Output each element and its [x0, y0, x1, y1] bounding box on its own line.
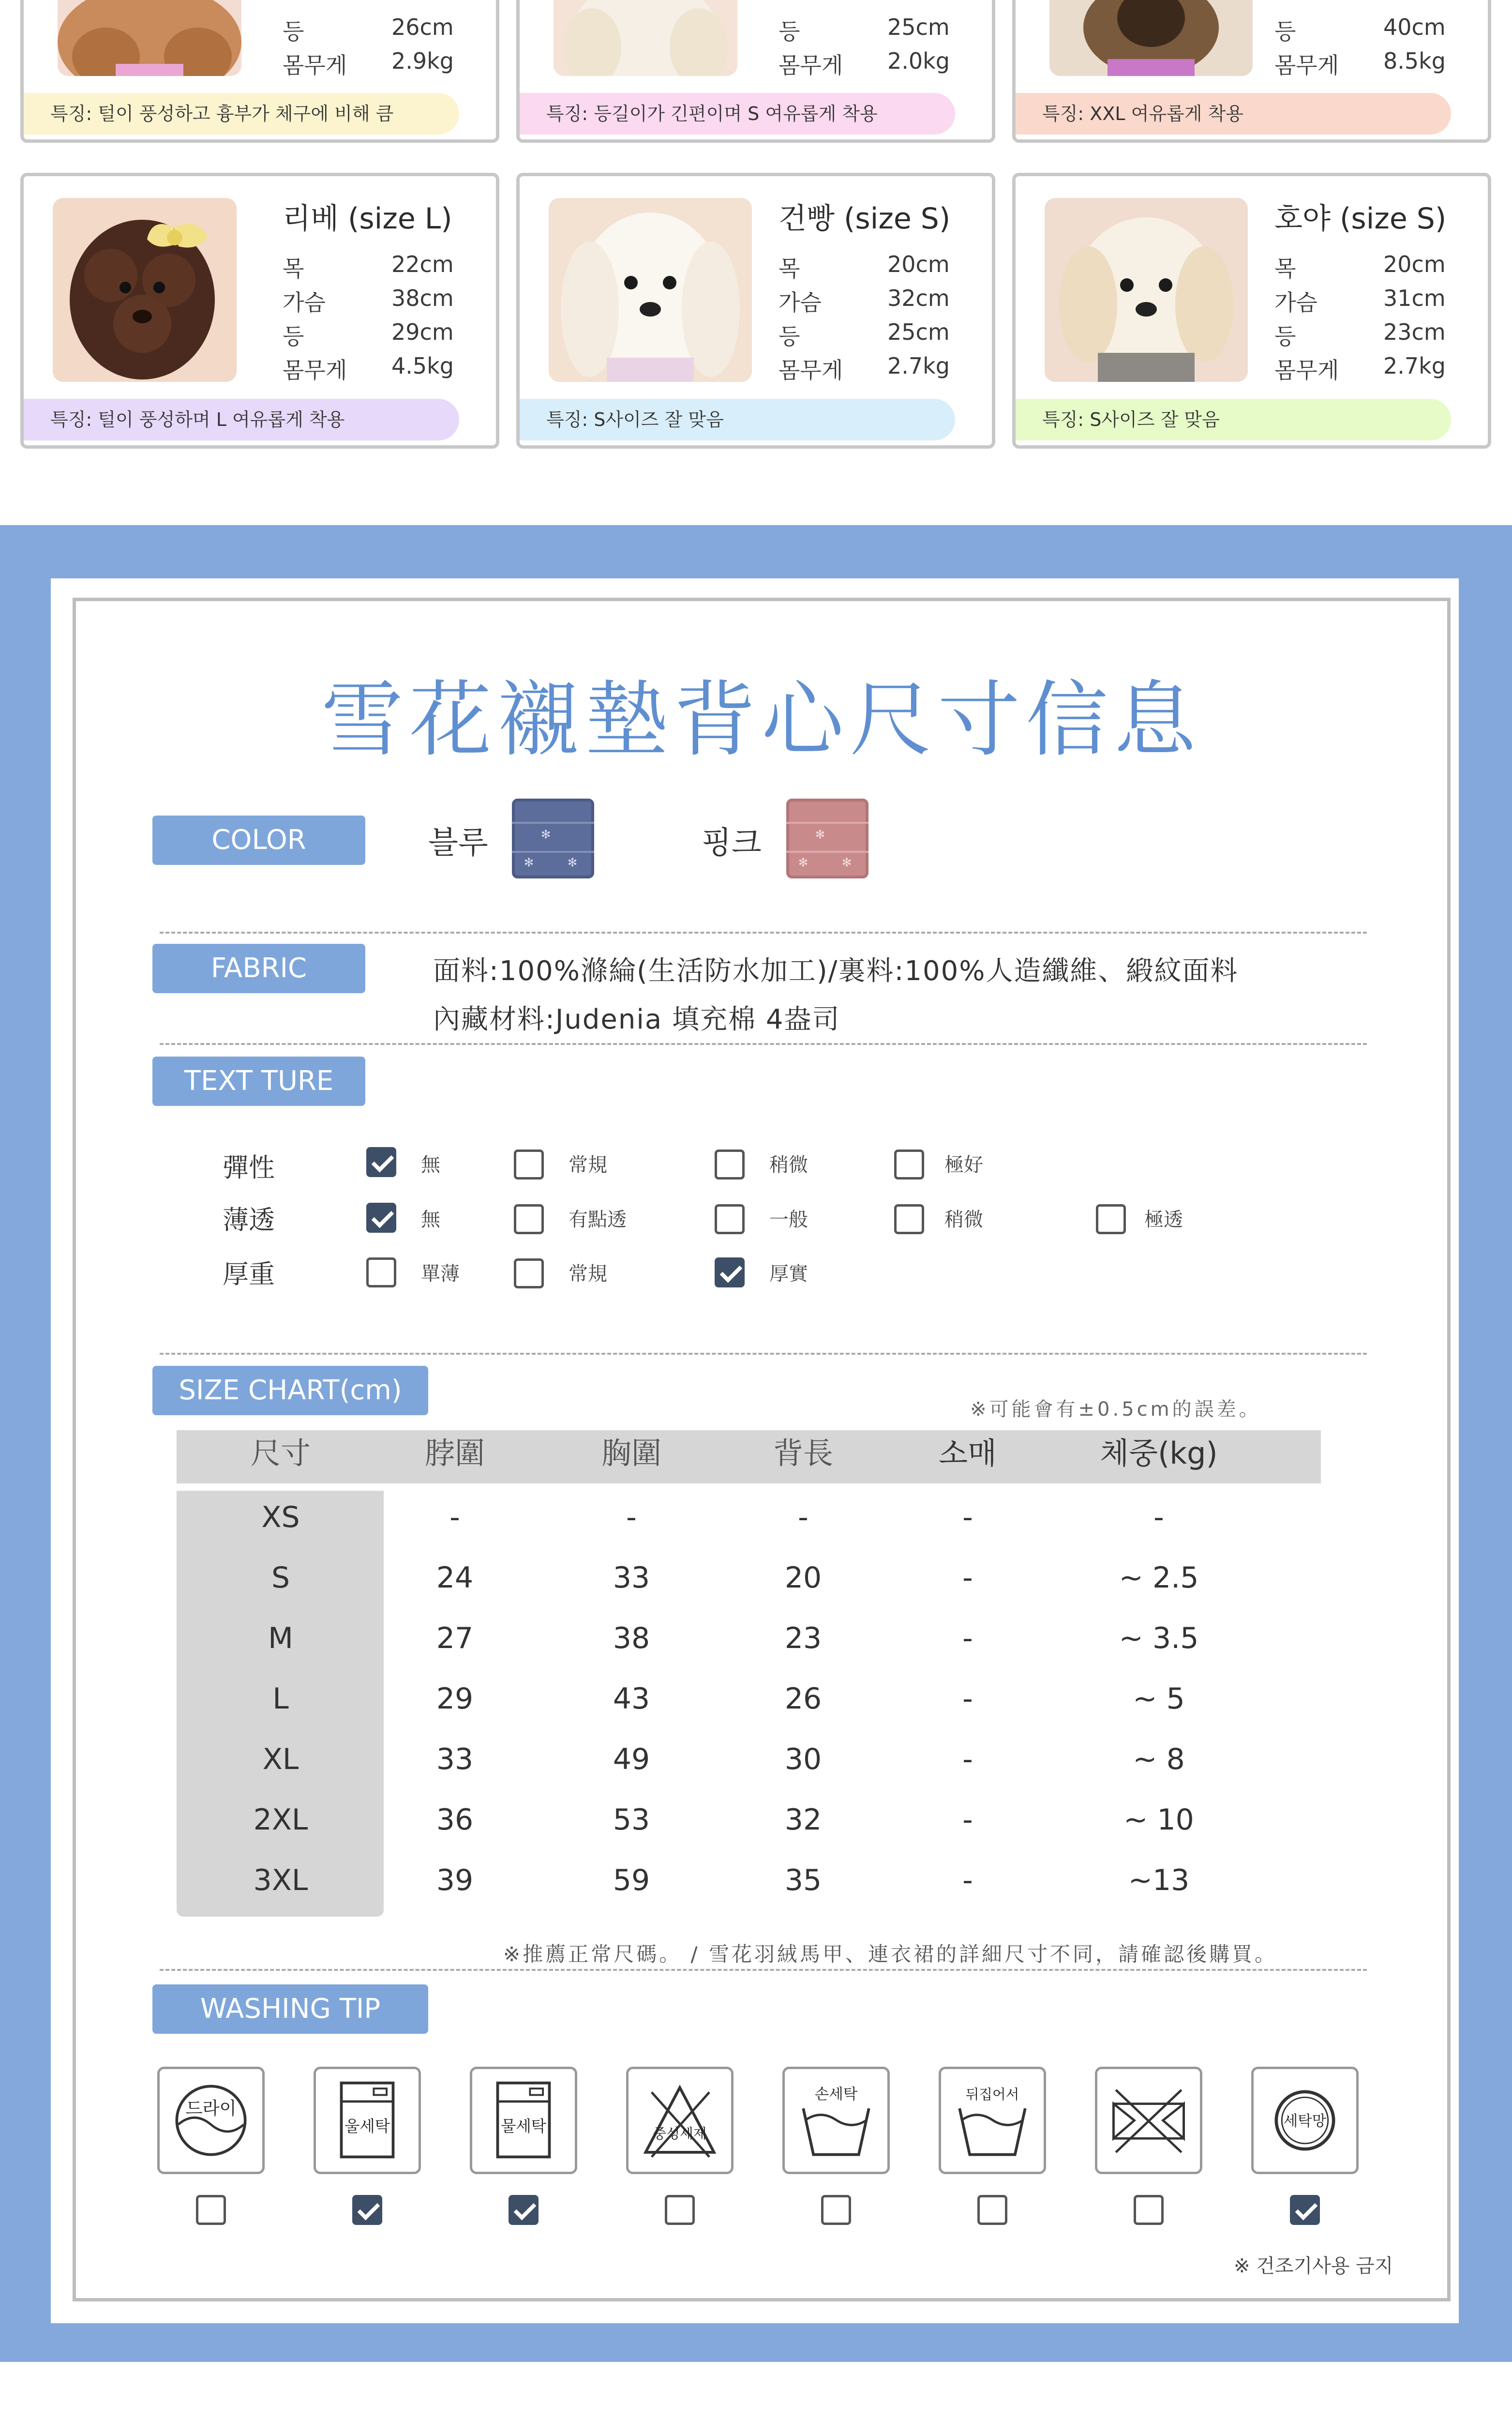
size-value-cell: ~13	[1128, 1863, 1190, 1897]
dog-photo	[58, 0, 241, 76]
feature-pill: 특징: S사이즈 잘 맞음	[1016, 399, 1451, 440]
divider	[160, 1969, 1367, 1971]
water-wash-icon	[470, 2067, 577, 2174]
measure-label: 몸무게	[283, 52, 347, 78]
size-value-cell: ~ 10	[1123, 1803, 1194, 1837]
wash-checkbox[interactable]	[1134, 2195, 1164, 2225]
measure-value: 22cm	[391, 251, 454, 277]
icon-text: 세탁망	[1283, 2113, 1327, 2130]
fabric-line-2: 內藏材料:Judenia 填充棉 4盎司	[433, 1004, 840, 1035]
checkbox[interactable]	[894, 1150, 924, 1180]
dog-card-libe	[20, 173, 499, 449]
dog-card-top-1	[20, 0, 499, 143]
measure-label: 몸무게	[1274, 357, 1339, 383]
size-chart-section-label: SIZE CHART(cm)	[152, 1366, 428, 1415]
fabric-section-label: FABRIC	[152, 944, 365, 993]
size-cell: M	[268, 1621, 293, 1655]
neutral-detergent-icon	[626, 2067, 734, 2174]
size-chart-note: ※可能會有±0.5cm的誤差。	[970, 1398, 1261, 1421]
measure-label: 가슴	[283, 289, 326, 316]
wool-wash-icon	[314, 2067, 421, 2174]
size-value-cell: -	[962, 1682, 973, 1716]
measure-value: 20cm	[887, 251, 950, 277]
option-label: 稍微	[944, 1209, 983, 1231]
size-value-cell: ~ 8	[1133, 1742, 1185, 1776]
svg-text:✻: ✻	[568, 856, 578, 869]
measure-label: 몸무게	[778, 357, 843, 383]
hand-wash-icon	[782, 2067, 890, 2174]
checkbox[interactable]	[366, 1203, 396, 1233]
size-cell: 3XL	[253, 1863, 308, 1897]
dog-name: 건빵 (size S)	[778, 202, 951, 236]
measure-label: 등	[1274, 18, 1296, 45]
icon-text: 중성세제	[653, 2125, 707, 2142]
measure-label: 등	[778, 18, 800, 45]
measure-value: 38cm	[391, 285, 454, 311]
checkbox[interactable]	[514, 1258, 544, 1288]
color-swatch-pink[interactable]	[786, 799, 868, 878]
size-value-cell: 26	[784, 1682, 822, 1716]
measure-value: 32cm	[887, 285, 950, 311]
measure-label: 몸무게	[1274, 52, 1339, 78]
measure-value: 40cm	[1383, 14, 1446, 40]
measure-label: 목	[1274, 256, 1296, 282]
measure-label: 목	[283, 256, 304, 282]
option-label: 常規	[569, 1154, 607, 1176]
header-neck: 脖圍	[424, 1436, 485, 1471]
svg-text:✻: ✻	[842, 856, 852, 869]
size-value-cell: ~ 3.5	[1119, 1621, 1199, 1655]
dog-card-top-2	[516, 0, 995, 143]
size-value-cell: 35	[784, 1863, 822, 1897]
size-value-cell: 43	[613, 1682, 650, 1716]
measure-value: 2.9kg	[391, 48, 454, 74]
icon-text: 드라이	[185, 2098, 237, 2119]
size-value-cell: -	[962, 1863, 973, 1897]
measure-value: 20cm	[1383, 251, 1446, 277]
measure-label: 등	[283, 18, 304, 45]
measure-value: 25cm	[887, 14, 950, 40]
icon-text: 뒤집어서	[965, 2086, 1019, 2103]
checkbox[interactable]	[366, 1147, 396, 1177]
option-label: 厚實	[769, 1263, 808, 1285]
checkbox[interactable]	[894, 1204, 924, 1234]
size-value-cell: -	[962, 1803, 973, 1837]
size-value-cell: -	[798, 1500, 808, 1534]
measure-label: 목	[778, 256, 800, 282]
page-title: 雪花襯墊背心尺寸信息	[321, 672, 1202, 768]
color-option-name: 블루	[428, 825, 488, 861]
dog-name: 리베 (size L)	[283, 202, 452, 236]
feature-pill: 특징: S사이즈 잘 맞음	[520, 399, 955, 440]
color-section-label: COLOR	[152, 816, 365, 865]
dog-card-geonbbang	[516, 173, 995, 449]
feature-pill: 특징: 털이 풍성하며 L 여유롭게 착용	[24, 399, 459, 440]
measure-label: 몸무게	[283, 357, 347, 383]
option-label: 極透	[1144, 1209, 1183, 1231]
measure-value: 31cm	[1383, 285, 1446, 311]
washing-note: ※ 건조기사용 금지	[1234, 2255, 1393, 2277]
wash-checkbox[interactable]	[509, 2195, 539, 2225]
dry-clean-icon	[157, 2067, 265, 2174]
texture-row-thickness: 厚重	[223, 1259, 275, 1289]
divider	[160, 1353, 1367, 1355]
dog-photo	[554, 0, 737, 76]
texture-row-transparency: 薄透	[223, 1205, 275, 1235]
measure-value: 2.0kg	[887, 48, 950, 74]
option-label: 單薄	[421, 1263, 460, 1285]
size-value-cell: 38	[613, 1621, 650, 1655]
checkbox[interactable]	[514, 1204, 544, 1234]
header-chest: 胸圍	[601, 1436, 661, 1471]
measure-value: 2.7kg	[1383, 353, 1446, 379]
dog-card-hoya	[1012, 173, 1491, 449]
size-value-cell: -	[962, 1621, 973, 1655]
size-value-cell: -	[626, 1500, 637, 1534]
size-value-cell: 30	[784, 1742, 822, 1776]
icon-text: 물세탁	[500, 2117, 547, 2135]
dog-photo	[1045, 198, 1248, 382]
wash-checkbox[interactable]	[196, 2195, 226, 2225]
divider	[160, 1043, 1367, 1045]
measure-value: 29cm	[391, 319, 454, 345]
size-value-cell: -	[1153, 1500, 1164, 1534]
wash-checkbox[interactable]	[821, 2195, 851, 2225]
measure-label: 몸무게	[778, 52, 843, 78]
measure-label: 가슴	[778, 289, 822, 316]
no-tumble-dry-icon	[1095, 2067, 1202, 2174]
measure-label: 가슴	[1274, 289, 1317, 316]
inside-out-icon	[939, 2067, 1046, 2174]
measure-value: 23cm	[1383, 319, 1446, 345]
option-label: 常規	[569, 1263, 607, 1285]
laundry-net-icon	[1251, 2067, 1359, 2174]
measure-label: 등	[283, 323, 304, 349]
fabric-line-1: 面料:100%滌綸(生活防水加工)/裏料:100%人造纖維、緞紋面料	[433, 955, 1239, 987]
checkbox[interactable]	[514, 1150, 544, 1180]
size-value-cell: 36	[436, 1803, 474, 1837]
measure-value: 25cm	[887, 319, 950, 345]
icon-text: 손세탁	[814, 2086, 858, 2103]
size-value-cell: 32	[784, 1803, 822, 1837]
size-value-cell: -	[962, 1500, 973, 1534]
dog-card-top-3	[1012, 0, 1491, 143]
header-back: 背長	[773, 1436, 833, 1471]
size-value-cell: -	[449, 1500, 460, 1534]
dog-photo	[53, 198, 237, 382]
size-cell: XS	[261, 1500, 300, 1534]
dog-name: 호야 (size S)	[1274, 202, 1447, 236]
wash-checkbox[interactable]	[1290, 2195, 1320, 2225]
size-cell: L	[272, 1682, 289, 1716]
icon-text: 울세탁	[344, 2117, 390, 2135]
svg-text:✻: ✻	[541, 828, 551, 841]
dog-photo	[549, 198, 752, 382]
washing-section-label: WASHING TIP	[152, 1984, 428, 2034]
option-label: 一般	[769, 1209, 808, 1231]
color-swatch-blue[interactable]	[512, 799, 594, 878]
size-cell: 2XL	[253, 1803, 308, 1837]
measure-value: 4.5kg	[391, 353, 454, 379]
size-value-cell: ~ 2.5	[1119, 1561, 1199, 1595]
feature-pill: 특징: 털이 풍성하고 흉부가 체구에 비해 큼	[24, 93, 459, 135]
measure-label: 등	[1274, 323, 1296, 349]
svg-text:✻: ✻	[815, 828, 825, 841]
size-value-cell: 59	[613, 1863, 650, 1897]
texture-section-label: TEXT TURE	[152, 1057, 365, 1106]
wash-checkbox[interactable]	[977, 2195, 1007, 2225]
checkbox[interactable]	[715, 1204, 745, 1234]
checkbox[interactable]	[715, 1257, 745, 1287]
size-value-cell: 27	[436, 1621, 474, 1655]
option-label: 極好	[944, 1154, 983, 1176]
header-sleeve: 소매	[939, 1436, 997, 1471]
wash-checkbox[interactable]	[352, 2195, 382, 2225]
size-value-cell: 49	[613, 1742, 650, 1776]
size-cell: S	[271, 1561, 290, 1595]
dog-photo	[1049, 0, 1253, 76]
measure-value: 26cm	[391, 14, 454, 40]
option-label: 有點透	[569, 1209, 627, 1231]
size-value-cell: 33	[613, 1561, 650, 1595]
feature-pill: 특징: XXL 여유롭게 착용	[1016, 93, 1451, 135]
size-value-cell: -	[962, 1742, 973, 1776]
header-size: 尺寸	[250, 1436, 311, 1471]
size-value-cell: ~ 5	[1133, 1682, 1185, 1716]
svg-text:✻: ✻	[524, 856, 534, 869]
checkbox[interactable]	[366, 1257, 396, 1287]
texture-row-elasticity: 彈性	[223, 1152, 275, 1183]
size-chart-footnote: ※推薦正常尺碼。 / 雪花羽絨馬甲、連衣裙的詳細尺寸不同，請確認後購買。	[503, 1942, 1278, 1966]
option-label: 無	[421, 1209, 440, 1231]
size-cell: XL	[262, 1742, 299, 1776]
option-label: 稍微	[769, 1154, 808, 1176]
checkbox[interactable]	[1096, 1204, 1126, 1234]
header-weight: 체중(kg)	[1100, 1436, 1218, 1471]
option-label: 無	[421, 1154, 440, 1176]
size-value-cell: 33	[436, 1742, 474, 1776]
color-option-name: 핑크	[702, 825, 762, 861]
measure-value: 2.7kg	[887, 353, 950, 379]
measure-label: 등	[778, 323, 800, 349]
size-value-cell: 20	[784, 1561, 822, 1595]
svg-text:✻: ✻	[798, 856, 808, 869]
size-value-cell: -	[962, 1561, 973, 1595]
wash-checkbox[interactable]	[665, 2195, 695, 2225]
divider	[160, 932, 1367, 934]
feature-pill: 특징: 등길이가 긴편이며 S 여유롭게 착용	[520, 93, 955, 135]
size-value-cell: 24	[436, 1561, 474, 1595]
size-value-cell: 29	[436, 1682, 474, 1716]
measure-value: 8.5kg	[1383, 48, 1446, 74]
size-value-cell: 53	[613, 1803, 650, 1837]
size-value-cell: 39	[436, 1863, 474, 1897]
checkbox[interactable]	[715, 1150, 745, 1180]
size-value-cell: 23	[784, 1621, 822, 1655]
